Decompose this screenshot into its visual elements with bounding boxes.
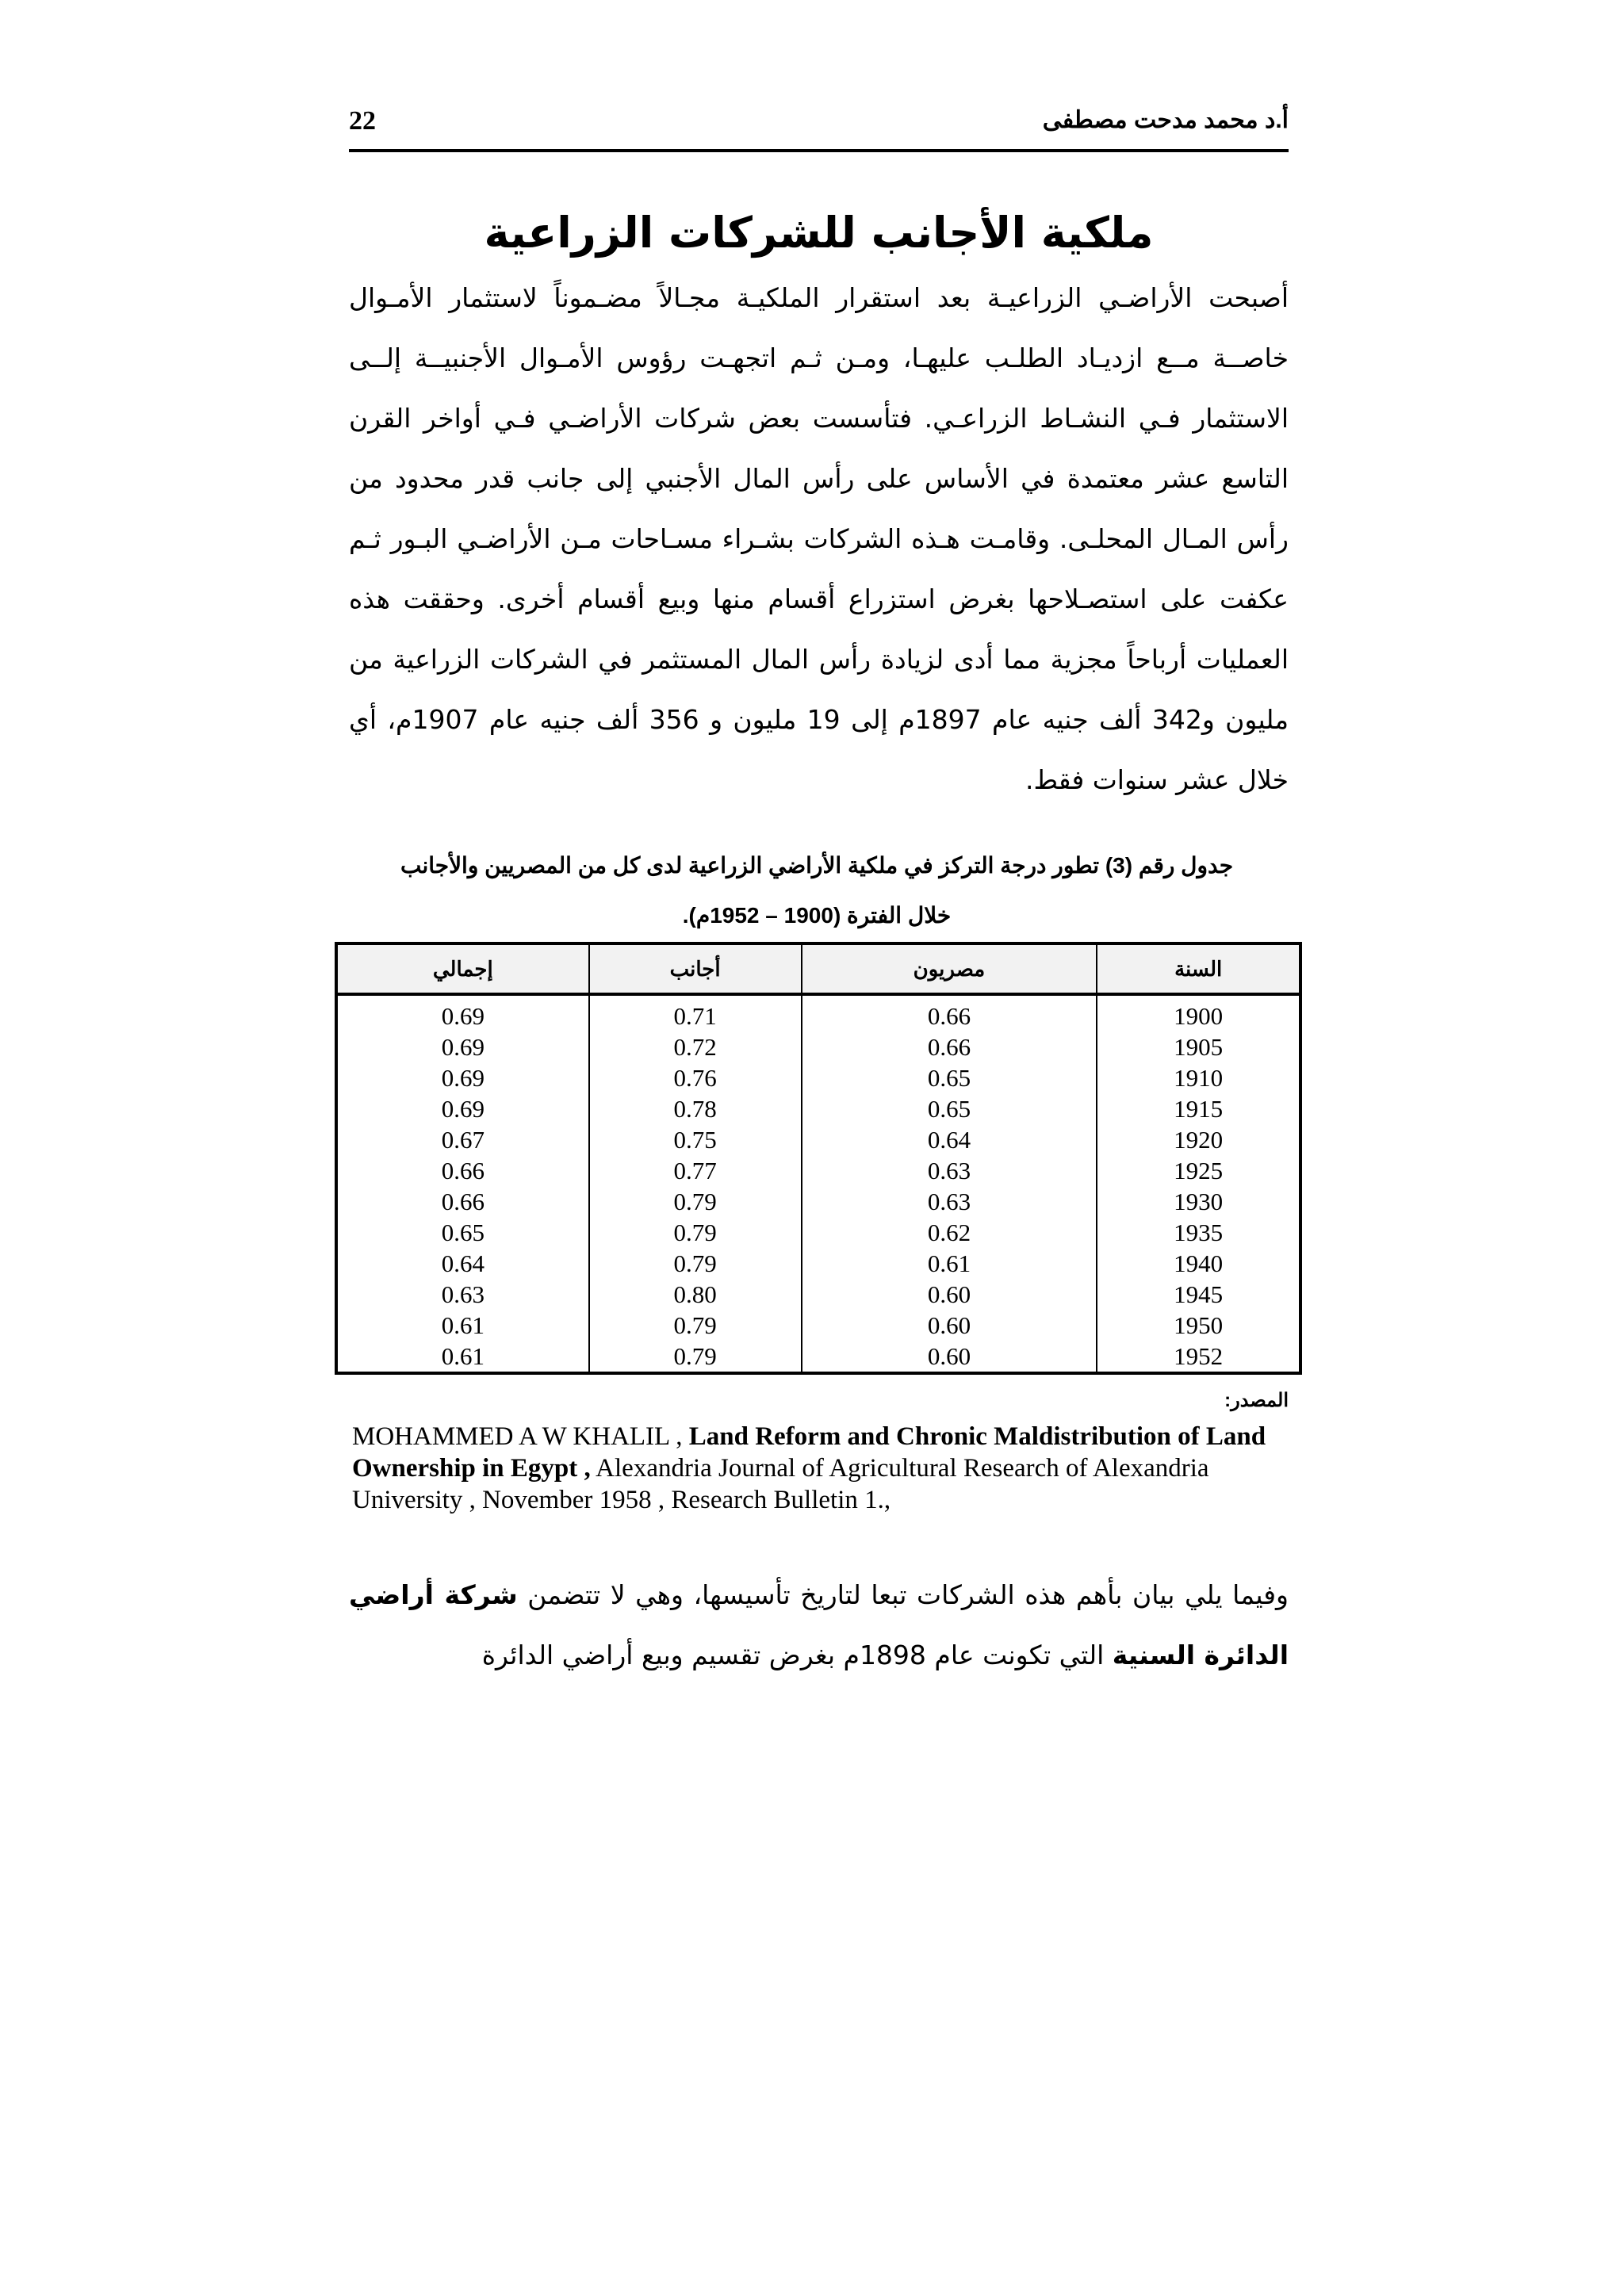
table-row — [336, 1186, 1300, 1217]
table-cell: 0.79 — [589, 1217, 802, 1248]
table-cell: 0.60 — [802, 1341, 1097, 1373]
table-cell: 1935 — [1097, 1217, 1300, 1248]
header-year: السنة — [1097, 943, 1300, 994]
table-cell: 0.67 — [336, 1124, 589, 1155]
table-cell: 0.77 — [589, 1155, 802, 1186]
table-cell: 0.61 — [802, 1248, 1097, 1279]
table-cell: 1930 — [1097, 1186, 1300, 1217]
table-cell: 0.75 — [589, 1124, 802, 1155]
page-number: 22 — [349, 106, 376, 136]
table-row — [336, 1279, 1300, 1310]
table-row — [336, 1310, 1300, 1341]
source-sep: , — [668, 1422, 689, 1451]
table-cell: 0.64 — [802, 1124, 1097, 1155]
table-cell: 0.79 — [589, 1186, 802, 1217]
table-cell: 0.69 — [336, 1031, 589, 1062]
table-cell: 1920 — [1097, 1124, 1300, 1155]
table-cell: 0.78 — [589, 1093, 802, 1124]
table-cell: 0.63 — [802, 1155, 1097, 1186]
table-row — [336, 1217, 1300, 1248]
table-row — [336, 1248, 1300, 1279]
table-caption-line2: خلال الفترة (1900 – 1952م). — [682, 903, 952, 928]
table-cell: 0.65 — [802, 1062, 1097, 1093]
source-rest: Alexandria Journal of Agricultural Research of Alexandria University , November 1958 , Research Bulletin 1., — [352, 1454, 1209, 1514]
table-cell: 0.79 — [589, 1248, 802, 1279]
table-cell: 0.61 — [336, 1341, 589, 1373]
table-cell: 0.63 — [802, 1186, 1097, 1217]
header-total: إجمالي — [336, 943, 589, 994]
table-cell: 0.64 — [336, 1248, 589, 1279]
table-cell: 1945 — [1097, 1279, 1300, 1310]
table-header — [336, 943, 1300, 994]
table-cell: 0.71 — [589, 994, 802, 1031]
source-author: MOHAMMED A W KHALIL — [352, 1422, 669, 1451]
para2-part2: التي تكونت عام 1898م بغرض تقسيم وبيع أراضي الدائرة — [481, 1640, 1113, 1670]
table-cell: 0.66 — [336, 1155, 589, 1186]
table-cell: 0.72 — [589, 1031, 802, 1062]
table-row — [336, 1062, 1300, 1093]
table-cell: 0.69 — [336, 1062, 589, 1093]
author-name: أ.د محمد مدحت مصطفى — [1042, 107, 1289, 133]
intro-paragraph: أصبحت الأراضـي الزراعيـة بعد استقرار الملكيـة مجـالاً مضـموناً لاستثمار الأمـوال خاصــة مــع ازديـاد الطلـب عليهـا، ومـن ثـم اتجهـت رؤوس الأمـوال الأجنبيــة إلــى الاستثمار فـي النشـاط الزراعـي. فتأسست بعض شركات الأراضـي فـي أواخر القرن التاسع عشر معتمدة في الأساس على رأس المال الأجنبي إلى جانب قدر محدود من رأس المـال المحلـى. وقامـت هـذه الشركات بشـراء مسـاحات مـن الأراضـي البـور ثـم عكفت على استصـلاحها بغرض استزراع أقسام منها وبيع أقسام أخرى. وحققت هذه العمليات أرباحاً مجزية مما أدى لزيادة رأس المال المستثمر في الشركات الزراعية من مليون و342 ألف جنيه عام 1897م إلى 19 مليون و 356 ألف جنيه عام 1907م، أي خلال عشر سنوات فقط. — [349, 282, 1289, 795]
table-row — [336, 1124, 1300, 1155]
companies-paragraph — [349, 1565, 1289, 1686]
table-cell: 0.60 — [802, 1279, 1097, 1310]
table-row — [336, 994, 1300, 1031]
section-title: ملكية الأجانب للشركات الزراعية — [484, 208, 1154, 258]
table-cell: 0.79 — [589, 1310, 802, 1341]
header-egyptians: مصريون — [802, 943, 1097, 994]
table-cell: 0.65 — [802, 1093, 1097, 1124]
table-cell: 0.66 — [802, 994, 1097, 1031]
table-cell: 0.76 — [589, 1062, 802, 1093]
table-cell: 0.60 — [802, 1310, 1097, 1341]
source-title: Land Reform and Chronic Maldistribution of Land Ownership in Egypt , — [352, 1422, 1266, 1483]
table-cell: 0.62 — [802, 1217, 1097, 1248]
table-row — [336, 1155, 1300, 1186]
table-cell: 1900 — [1097, 994, 1300, 1031]
table-cell: 0.79 — [589, 1341, 802, 1373]
page-header — [349, 101, 1289, 152]
table-body — [336, 994, 1300, 1373]
table-cell: 1950 — [1097, 1310, 1300, 1341]
table-cell: 1925 — [1097, 1155, 1300, 1186]
table-cell: 0.61 — [336, 1310, 589, 1341]
table-cell: 1940 — [1097, 1248, 1300, 1279]
table-row — [336, 1031, 1300, 1062]
table-cell: 1910 — [1097, 1062, 1300, 1093]
table-cell: 1952 — [1097, 1341, 1300, 1373]
table-row — [336, 1341, 1300, 1373]
table-cell: 0.69 — [336, 994, 589, 1031]
table-cell: 0.69 — [336, 1093, 589, 1124]
table-caption-line1: جدول رقم (3) تطور درجة التركز في ملكية الأراضي الزراعية لدى كل من المصريين والأجانب — [400, 853, 1234, 878]
para2-part1: وفيما يلي بيان بأهم هذه الشركات تبعا لتاريخ تأسيسها، وهي لا تتضمن — [517, 1579, 1289, 1610]
concentration-table — [335, 942, 1302, 1375]
table-cell: 0.63 — [336, 1279, 589, 1310]
table-cell: 0.80 — [589, 1279, 802, 1310]
table-cell: 0.66 — [336, 1186, 589, 1217]
source-label: المصدر: — [1224, 1390, 1289, 1411]
table-row — [336, 1093, 1300, 1124]
header-foreigners: أجانب — [589, 943, 802, 994]
table-cell: 1905 — [1097, 1031, 1300, 1062]
table-cell: 0.65 — [336, 1217, 589, 1248]
table-cell: 1915 — [1097, 1093, 1300, 1124]
table-cell: 0.66 — [802, 1031, 1097, 1062]
source-citation — [352, 1421, 1288, 1516]
company-name: شركة أراضي الدائرة السنية — [349, 1579, 1289, 1670]
